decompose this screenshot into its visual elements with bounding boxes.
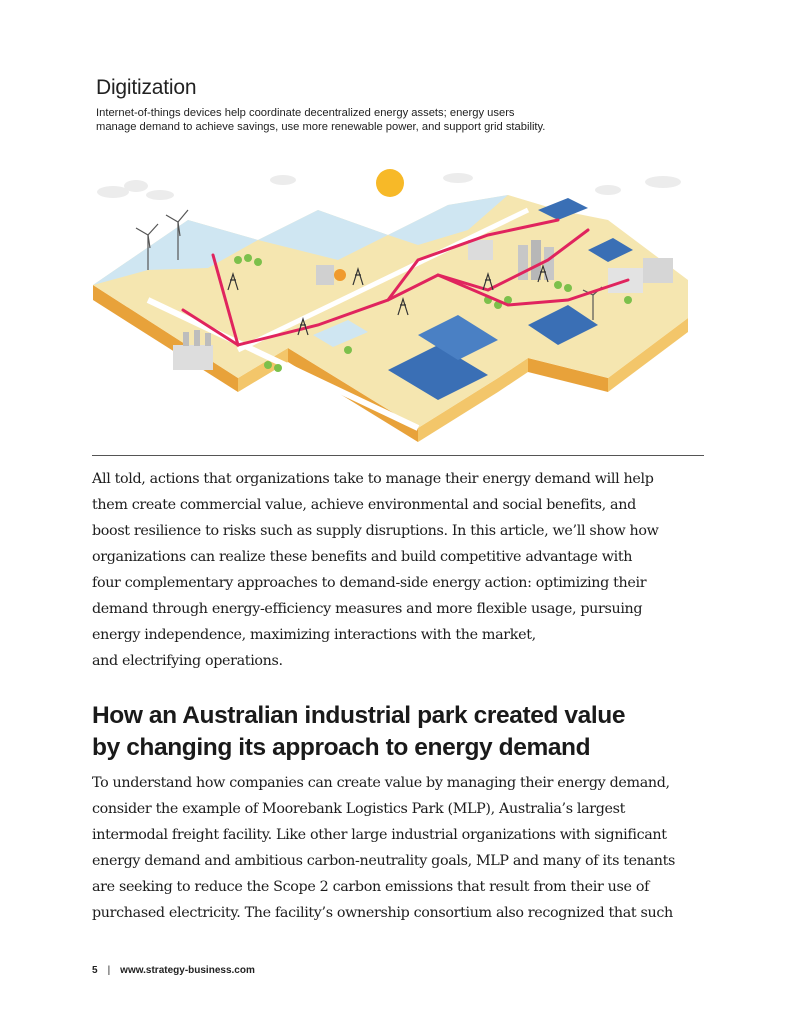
text-line: consider the example of Moorebank Logistics Park (MLP), Australia’s largest — [92, 801, 626, 817]
heading-line: by changing its approach to energy demand — [92, 734, 591, 761]
text-line: are seeking to reduce the Scope 2 carbon emissions that result from their use of — [92, 879, 650, 895]
heading-line: How an Australian industrial park created value — [92, 702, 626, 729]
caption-line: Internet-of-things devices help coordinate decentralized energy assets; energy users — [96, 107, 515, 119]
section-heading — [92, 700, 625, 764]
text-line: energy demand and ambitious carbon-neutrality goals, MLP and many of its tenants — [92, 853, 676, 869]
digitization-illustration — [88, 150, 708, 450]
sun-icon — [376, 169, 404, 197]
figure-caption — [96, 106, 696, 134]
intro-paragraph — [92, 466, 659, 674]
figure-title: Digitization — [96, 76, 197, 99]
caption-line: manage demand to achieve savings, use more renewable power, and support grid stability. — [96, 121, 546, 133]
section-divider — [92, 455, 704, 456]
text-line: To understand how companies can create value by managing their energy demand, — [92, 775, 670, 791]
text-line: organizations can realize these benefits and build competitive advantage with — [92, 549, 633, 565]
text-line: energy independence, maximizing interactions with the market, — [92, 627, 536, 643]
text-line: purchased electricity. The facility’s ownership consortium also recognized that such — [92, 905, 673, 921]
text-line: intermodal freight facility. Like other large industrial organizations with significant — [92, 827, 667, 843]
page-footer — [92, 965, 255, 976]
text-line: them create commercial value, achieve environmental and social benefits, and — [92, 497, 636, 513]
text-line: boost resilience to risks such as supply disruptions. In this article, we’ll show how — [92, 523, 659, 539]
text-line: All told, actions that organizations take to manage their energy demand will help — [92, 471, 654, 487]
page-number: 5 — [92, 965, 98, 976]
section-paragraph — [92, 770, 675, 926]
text-line: demand through energy-efficiency measures and more flexible usage, pursuing — [92, 601, 643, 617]
text-line: and electrifying operations. — [92, 653, 283, 669]
terrain-base — [93, 195, 688, 442]
footer-separator: | — [107, 965, 111, 976]
text-line: four complementary approaches to demand-side energy action: optimizing their — [92, 575, 647, 591]
footer-site-link[interactable]: www.strategy-business.com — [120, 965, 255, 976]
